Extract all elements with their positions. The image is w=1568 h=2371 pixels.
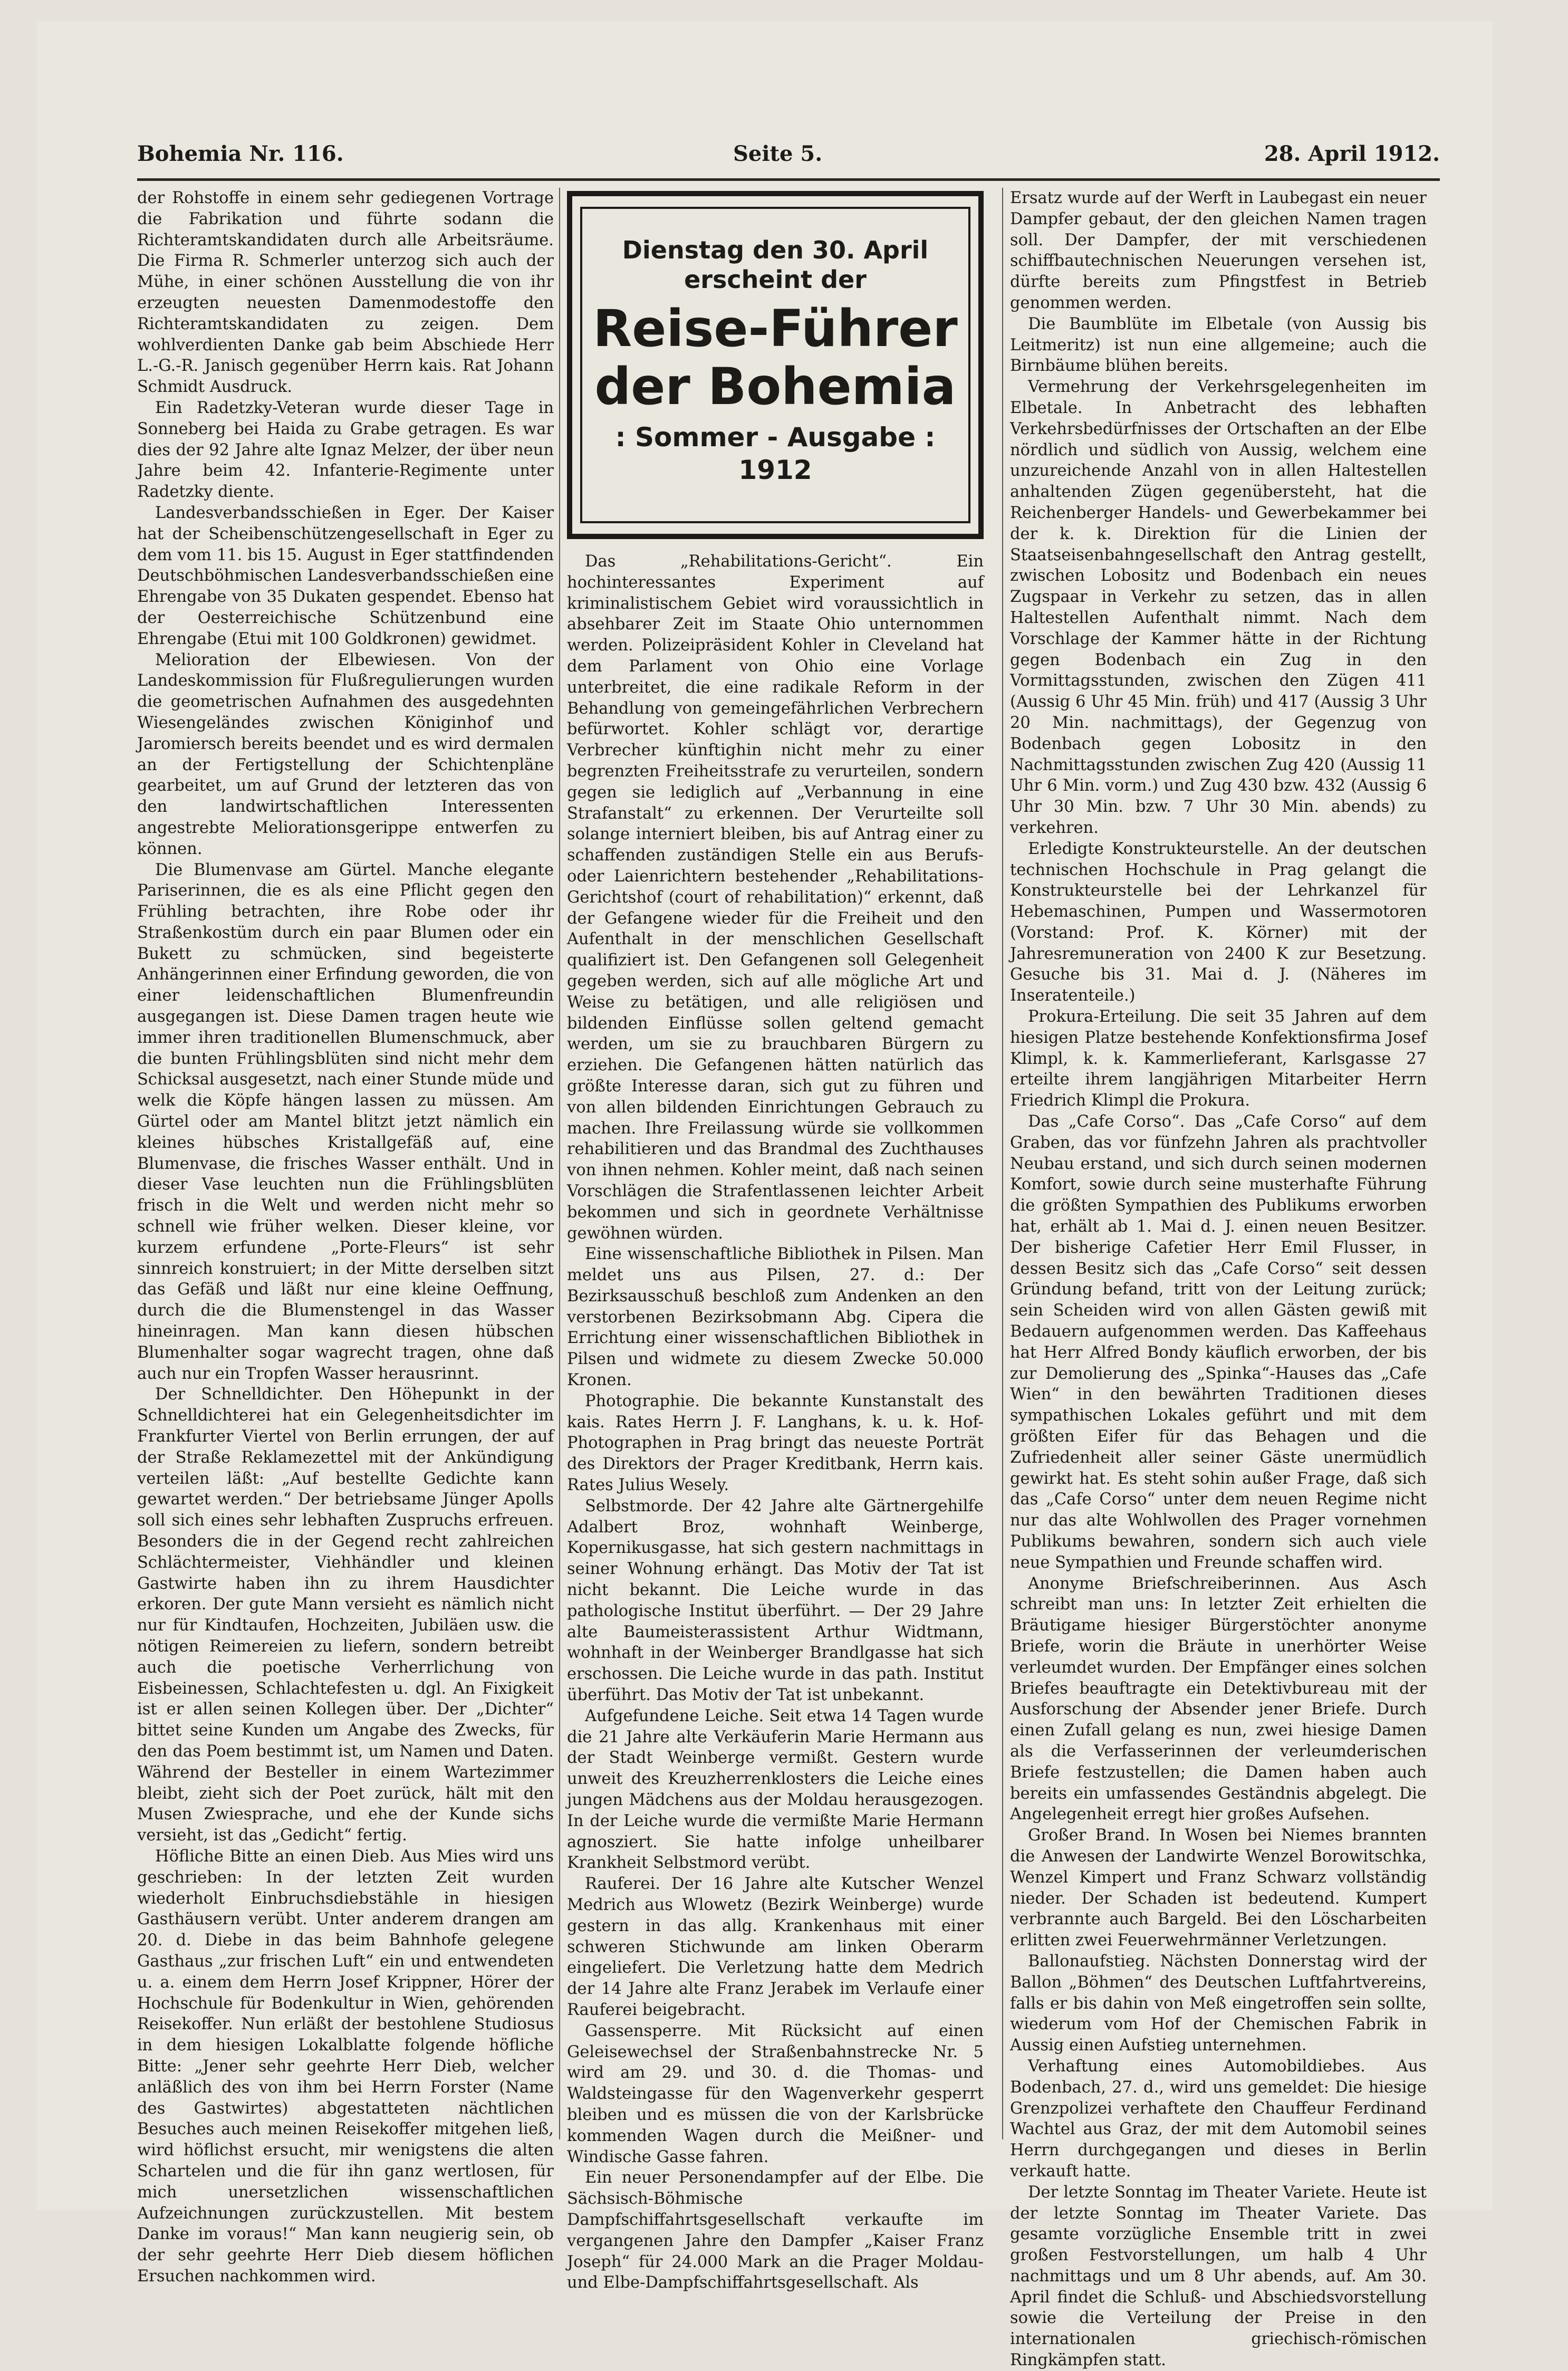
header-rule bbox=[137, 178, 1440, 181]
article-paragraph: Ein neuer Personendampfer auf der Elbe. Die Sächsisch-Böhmische Dampfschiffahrtsgesellschaft verkaufte im vergangenen Jahre den Dampfer „Kaiser Franz Joseph“ für 24.000 Mark an die Prager Moldau- und Elbe-Dampfschiffahrtsgesellschaft. Als bbox=[567, 2168, 984, 2292]
article-paragraph: Selbstmorde. Der 42 Jahre alte Gärtnergehilfe Adalbert Broz, wohnhaft Weinberge, Kopernikusgasse, hat sich gestern nachmittags in seiner Wohnung erhängt. Das Motiv der Tat ist nicht bekannt. Die Leiche wurde in das pathologische Institut überführt. — Der 29 Jahre alte Baumeisterassistent Arthur Widtmann, wohnhaft in der Weinberger Brandlgasse hat sich erschossen. Die Leiche wurde in das path. Institut überführt. Das Motiv der Tat ist unbekannt. bbox=[567, 1496, 984, 1705]
article-paragraph: Das „Rehabilitations-Gericht“. Ein hochinteressantes Experiment auf kriminalistischem Gebiet wird voraussichtlich in absehbarer Zeit im Staate Ohio unternommen werden. Polizeipräsident Kohler in Cleveland hat dem Parlament von Ohio eine Vorlage unterbreitet, die eine radikale Reform in der Behandlung von gemeingefährlichen Verbrechern befürwortet. Kohler schlägt vor, derartige Verbrecher künftighin nicht mehr zu einer begrenzten Freiheitsstrafe zu verurteilen, sondern gegen sie lediglich auf „Verbannung in eine Strafanstalt“ zu erkennen. Der Verurteilte soll solange interniert bleiben, bis auf Antrag einer zu schaffenden zuständigen Stelle ein aus Berufs- oder Laienrichtern bestehender „Rehabilitations-Gerichtshof (court of rehabilitation)“ erkennt, daß der Gefangene wieder für die Freiheit und den Aufenthalt in der menschlichen Gesellschaft qualifiziert ist. Den Gefangenen soll Gelegenheit gegeben werden, sich auf alle mögliche Art und Weise zu betätigen, und alle religiösen und bildenden Einflüsse sollen geltend gemacht werden, um sie zu brauchbaren Bürgern zu erziehen. Die Gefangenen hätten natürlich das größte Interesse daran, sich gut zu führen und von allen bildenden Einrichtungen Gebrauch zu machen. Ihre Freilassung würde sie vollkommen rehabilitieren und das Brandmal des Zuchthauses von ihnen nehmen. Kohler meint, daß nach seinen Vorschlägen die Strafentlassenen leichter Arbeit bekommen und sich in geordnete Verhältnisse gewöhnen würden. bbox=[567, 552, 984, 1243]
column-3 bbox=[1010, 188, 1427, 2370]
article-paragraph: Der letzte Sonntag im Theater Variete. Heute ist der letzte Sonntag im Theater Variete. Das gesamte vorzügliche Ensemble tritt in zwei großen Festvorstellungen, um halb 4 Uhr nachmittags und um 8 Uhr abends, auf. Am 30. April findet die Schluß- und Abschiedsvorstellung sowie die Verteilung der Preise in den internationalen griechisch-römischen Ringkämpfen statt. bbox=[1010, 2183, 1427, 2370]
header-issue: Bohemia Nr. 116. bbox=[137, 141, 344, 166]
advertisement-box bbox=[567, 191, 984, 539]
ad-line: Dienstag den 30. April bbox=[622, 236, 929, 264]
article-paragraph: Rauferei. Der 16 Jahre alte Kutscher Wenzel Medrich aus Wlowetz (Bezirk Weinberge) wurde gestern in das allg. Krankenhaus mit einer schweren Stichwunde am linken Oberarm eingeliefert. Die Verletzung hatte dem Medrich der 14 Jahre alte Franz Jerabek im Verlaufe einer Rauferei beigebracht. bbox=[567, 1875, 984, 2019]
article-paragraph: Das „Cafe Corso“. Das „Cafe Corso“ auf dem Graben, das vor fünfzehn Jahren als prachtvoller Neubau erstand, und sich durch seinen modernen Komfort, sowie durch seine musterhafte Führung die größten Sympathien des Publikums erworben hat, erhält ab 1. Mai d. J. einen neuen Besitzer. Der bisherige Cafetier Herr Emil Flusser, in dessen Besitz sich das „Cafe Corso“ seit dessen Gründung befand, tritt von der Leitung zurück; sein Scheiden wird von allen Gästen gewiß mit Bedauern aufgenommen werden. Das Kaffeehaus hat Herr Alfred Bondy käuflich erworben, der bis zur Demolierung des „Spinka“-Hauses das „Cafe Wien“ in den bewährten Traditionen dieses sympathischen Lokales geführt und mit dem größten Eifer für das Behagen und die Zufriedenheit aller seiner Gäste unermüdlich gewirkt hat. Es steht sohin außer Frage, daß sich das „Cafe Corso“ unter dem neuen Regime nicht nur das alte Wohlwollen des Prager vornehmen Publikums bewahren, sondern sich auch viele neue Sympathien und Freunde schaffen wird. bbox=[1010, 1112, 1427, 1572]
article-paragraph: Die Blumenvase am Gürtel. Manche elegante Pariserinnen, die es als eine Pflicht gegen den Frühling betrachten, ihre Robe oder ihr Straßenkostüm durch ein paar Blumen oder ein Bukett zu schmücken, sind begeisterte Anhängerinnen einer Erfindung geworden, die von einer leidenschaftlichen Blumenfreundin ausgegangen ist. Diese Damen tragen heute wie immer ihren traditionellen Blumenschmuck, aber die bunten Frühlingsblüten sind nicht mehr dem Schicksal ausgesetzt, nach einer Stunde müde und welk die Köpfe hängen lassen zu müssen. Am Gürtel oder am Mantel blitzt jetzt nämlich ein kleines hübsches Kristallgefäß auf, eine Blumenvase, die frisches Wasser enthält. Und in dieser Vase leuchten nun die Frühlingsblüten frisch in die Welt und werden nicht mehr so schnell wie früher welken. Dieser kleine, vor kurzem erfundene „Porte-Fleurs“ ist sehr sinnreich konstruiert; in der Mitte derselben sitzt das Gefäß und läßt nur eine kleine Oeffnung, durch die die Blumenstengel in das Wasser hineinragen. Man kann diesen hübschen Blumenhalter sogar wagrecht tragen, ohne daß auch nur ein Tropfen Wasser herausrinnt. bbox=[137, 860, 554, 1383]
article-paragraph: Aufgefundene Leiche. Seit etwa 14 Tagen wurde die 21 Jahre alte Verkäuferin Marie Hermann aus der Stadt Weinberge vermißt. Gestern wurde unweit des Kreuzherrenklosters die Leiche eines jungen Mädchens aus der Moldau herausgezogen. In der Leiche wurde die vermißte Marie Hermann agnosziert. Sie hatte infolge unheilbarer Krankheit Selbstmord verübt. bbox=[567, 1706, 984, 1873]
ad-title: Reise-Führer bbox=[593, 299, 958, 358]
article-paragraph: Ersatz wurde auf der Werft in Laubegast ein neuer Dampfer gebaut, der den gleichen Namen tragen soll. Der Dampfer, der mit verschiedenen schiffbautechnischen Neuerungen versehen ist, dürfte bereits zum Pfingstfest in Betrieb genommen werden. bbox=[1010, 189, 1427, 312]
advertisement-inner bbox=[580, 207, 970, 523]
article-paragraph: Ballonaufstieg. Nächsten Donnerstag wird der Ballon „Böhmen“ des Deutschen Luftfahrtvereins, falls er bis dahin von Meß eingetroffen sein sollte, wiederum vom Hof der Chemischen Fabrik in Aussig einen Aufstieg unternehmen. bbox=[1010, 1952, 1427, 2055]
column-divider bbox=[559, 188, 560, 2139]
article-paragraph: Vermehrung der Verkehrsgelegenheiten im Elbetale. In Anbetracht des lebhaften Verkehrsbedürfnisses der Ortschaften an der Elbe nördlich und südlich von Aussig, welchem eine unzureichende Anzahl von in allen Haltestellen anhaltenden Zügen gegenübersteht, hat die Reichenberger Handels- und Gewerbekammer bei der k. k. Direktion für die Linien der Staatseisenbahngesellschaft den Antrag gestellt, zwischen Lobositz und Bodenbach ein neues Zugspaar in Verkehr zu setzen, das in allen Haltestellen Aufenthalt nimmt. Nach dem Vorschlage der Kammer hätte in der Richtung gegen Bodenbach ein Zug in den Vormittagsstunden, zwischen den Zügen 411 (Aussig 6 Uhr 45 Min. früh) und 417 (Aussig 3 Uhr 20 Min. nachmittags), der Gegenzug von Bodenbach gegen Lobositz in den Nachmittagsstunden zwischen Zug 420 (Aussig 11 Uhr 6 Min. vorm.) und Zug 430 bzw. 432 (Aussig 6 Uhr 30 Min. bzw. 7 Uhr 30 Min. abends) zu verkehren. bbox=[1010, 378, 1427, 837]
ad-line: : Sommer - Ausgabe : bbox=[615, 422, 936, 453]
article-paragraph: Der Schnelldichter. Den Höhepunkt in der Schnelldichterei hat ein Gelegenheitsdichter im Frankfurter Viertel von Berlin errungen, der auf der Straße Reklamezettel mit der Ankündigung verteilen läßt: „Auf bestellte Gedichte kann gewartet werden.“ Der betriebsame Jünger Apolls soll sich eines sehr lebhaften Zuspruchs erfreuen. Besonders die in der Gegend recht zahlreichen Schlächtermeister, Viehhändler und kleinen Gastwirte haben ihn zu ihrem Hausdichter erkoren. Der gute Mann versieht es nämlich nicht nur für Kindtaufen, Hochzeiten, Jubiläen usw. die nötigen Reimereien zu liefern, sondern betreibt auch die poetische Verherrlichung von Eisbeinessen, Schlachtefesten u. dgl. An Fixigkeit ist er allen seinen Kollegen über. Der „Dichter“ bittet seine Kunden um Angabe des Zwecks, für den das Poem bestimmt ist, um Namen und Daten. Während der Besteller in einem Wartezimmer bleibt, zieht sich der Poet zurück, hält mit den Musen Zwiesprache, und ehe der Kunde sichs versieht, ist das „Gedicht“ fertig. bbox=[137, 1385, 554, 1845]
article-paragraph: Höfliche Bitte an einen Dieb. Aus Mies wird uns geschrieben: In der letzten Zeit wurden wiederholt Einbruchsdiebstähle in hiesigen Gasthäusern verübt. Unter anderem drangen am 20. d. Diebe in das beim Bahnhofe gelegene Gasthaus „zur frischen Luft“ ein und entwendeten u. a. einem dem Herrn Josef Krippner, Hörer der Hochschule für Bodenkultur in Wien, gehörenden Reisekoffer. Nun erläßt der bestohlene Studiosus in dem hiesigen Lokalblatte folgende höfliche Bitte: „Jener sehr geehrte Herr Dieb, welcher anläßlich des von ihm bei Herrn Forster (Name des Gastwirtes) abgestatteten nächtlichen Besuches auch meinen Reisekoffer mitgehen ließ, wird höflichst ersucht, mir wenigstens die alten Schartelen und die für ihn ganz wertlosen, für mich unersetzlichen wissenschaftlichen Aufzeichnungen zurückzustellen. Mit bestem Danke im voraus!“ Man kann neugierig sein, ob der sehr geehrte Herr Dieb diesem höflichen Ersuchen nachkommen wird. bbox=[137, 1847, 554, 2286]
article-paragraph: Eine wissenschaftliche Bibliothek in Pilsen. Man meldet uns aus Pilsen, 27. d.: Der Bezirksausschuß beschloß zum Andenken an den verstorbenen Bezirksobmann Abg. Cipera die Errichtung einer wissenschaftlichen Bibliothek in Pilsen und widmete zu diesem Zwecke 50.000 Kronen. bbox=[567, 1245, 984, 1390]
column-2 bbox=[567, 551, 984, 2292]
header-page-number: Seite 5. bbox=[733, 141, 823, 166]
column-divider bbox=[1002, 188, 1003, 2139]
article-paragraph: Ein Radetzky-Veteran wurde dieser Tage in Sonneberg bei Haida zu Grabe getragen. Es war dies der 92 Jahre alte Ignaz Melzer, der über neun Jahre beim 42. Infanterie-Regimente unter Radetzky diente. bbox=[137, 398, 554, 502]
ad-line: erscheint der bbox=[684, 265, 867, 294]
article-paragraph: Melioration der Elbewiesen. Von der Landeskommission für Flußregulierungen wurden die geometrischen Aufnahmen des ausgedehnten Wiesengeländes zwischen Königinhof und Jaromiersch bereits beendet und es wird dermalen an der Fertigstellung der Schichtenpläne gearbeitet, um auf Grund der letzteren das von den landwirtschaftlichen Interessenten angestrebte Meliorationsgerippe entwerfen zu können. bbox=[137, 650, 554, 858]
article-paragraph: Prokura-Erteilung. Die seit 35 Jahren auf dem hiesigen Platze bestehende Konfektionsfirma Josef Klimpl, k. k. Kammerlieferant, Karlsgasse 27 erteilte ihrem langjährigen Mitarbeiter Herrn Friedrich Klimpl die Prokura. bbox=[1010, 1007, 1427, 1110]
article-paragraph: Photographie. Die bekannte Kunstanstalt des kais. Rates Herrn J. F. Langhans, k. u. k. Hof-Photographen in Prag bringt das neueste Porträt des Direktors der Prager Kreditbank, Herrn kais. Rates Julius Wesely. bbox=[567, 1391, 984, 1495]
article-paragraph: Die Baumblüte im Elbetale (von Aussig bis Leitmeritz) ist nun eine allgemeine; auch die Birnbäume blühen bereits. bbox=[1010, 314, 1427, 376]
article-paragraph: Gassensperre. Mit Rücksicht auf einen Geleisewechsel der Straßenbahnstrecke Nr. 5 wird am 29. und 30. d. die Thomas- und Waldsteingasse für den Wagenverkehr gesperrt bleiben und es müssen die von der Karlsbrücke kommenden Wagen durch die Meißner- und Windische Gasse fahren. bbox=[567, 2021, 984, 2166]
article-paragraph: Anonyme Briefschreiberinnen. Aus Asch schreibt man uns: In letzter Zeit erhielten die Bräutigame hiesiger Bürgerstöchter anonyme Briefe, worin die Bräute in unerhörter Weise verleumdet wurden. Der Empfänger eines solchen Briefes beauftragte ein Detektivbureau mit der Ausforschung der Absender jener Briefe. Durch einen Zufall gelang es nun, zwei hiesige Damen als die Verfasserinnen der verleumderischen Briefe festzustellen; die Damen haben auch bereits ein umfassendes Geständnis abgelegt. Die Angelegenheit erregt hier großes Aufsehen. bbox=[1010, 1574, 1427, 1824]
page-header bbox=[137, 141, 1440, 173]
article-paragraph: Großer Brand. In Wosen bei Niemes brannten die Anwesen der Landwirte Wenzel Borowitschka, Wenzel Kimpert und Franz Schwarz vollständig nieder. Der Schaden ist bedeutend. Kumpert verbrannte auch Bargeld. Bei den Löscharbeiten erlitten zwei Feuerwehrmänner Verletzungen. bbox=[1010, 1826, 1427, 1950]
article-paragraph: Erledigte Konstrukteurstelle. An der deutschen technischen Hochschule in Prag gelangt die Konstrukteurstelle bei der Lehrkanzel für Hebemaschinen, Pumpen und Wassermotoren (Vorstand: Prof. K. Körner) mit der Jahresremuneration von 2400 K zur Besetzung. Gesuche bis 31. Mai d. J. (Näheres im Inseratenteile.) bbox=[1010, 839, 1427, 1005]
ad-line: 1912 bbox=[738, 455, 812, 485]
header-date: 28. April 1912. bbox=[1264, 141, 1440, 166]
article-paragraph: der Rohstoffe in einem sehr gediegenen Vortrage die Fabrikation und führte sodann die Richteramtskandidaten durch alle Arbeitsräume. Die Firma R. Schmerler unterzog sich auch der Mühe, in einer schönen Ausstellung die von ihr erzeugten neuesten Damenmodestoffe den Richteramtskandidaten zu zeigen. Dem wohlverdienten Danke gab beim Abschiede Herr L.-G.-R. Janisch gegenüber Herrn kais. Rat Johann Schmidt Ausdruck. bbox=[137, 189, 554, 397]
ad-title: der Bohemia bbox=[594, 357, 956, 416]
column-1 bbox=[137, 188, 554, 2286]
article-paragraph: Verhaftung eines Automobildiebes. Aus Bodenbach, 27. d., wird uns gemeldet: Die hiesige Grenzpolizei verhaftete den Chauffeur Ferdinand Wachtel aus Graz, der mit dem Automobil seines Herrn durchgegangen und dieses in Berlin verkauft hatte. bbox=[1010, 2057, 1427, 2181]
article-paragraph: Landesverbandsschießen in Eger. Der Kaiser hat der Scheibenschützengesellschaft in Eger zu dem vom 11. bis 15. August in Eger stattfindenden Deutschböhmischen Landesverbandsschießen eine Ehrengabe von 35 Dukaten gespendet. Ebenso hat der Oesterreichische Schützenbund eine Ehrengabe (Etui mit 100 Goldkronen) gewidmet. bbox=[137, 503, 554, 648]
